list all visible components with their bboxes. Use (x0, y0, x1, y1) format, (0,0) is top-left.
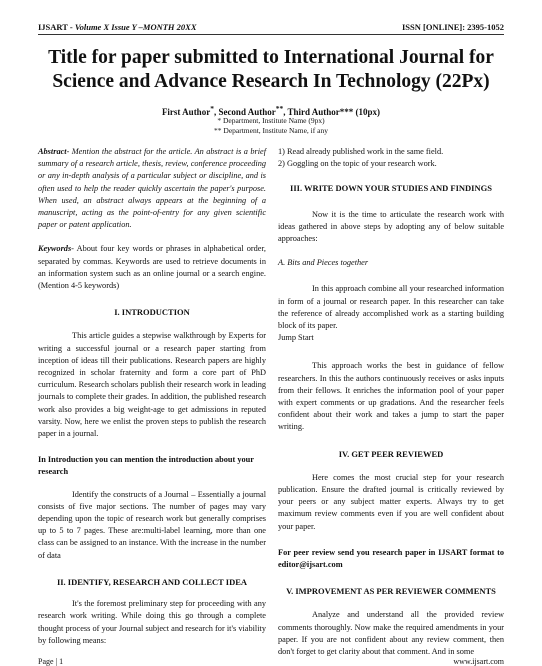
peer-review-paragraph: Here comes the most crucial step for your research publication. Ensure the drafted journal is critically reviewed by your peers or any subject matter experts. Always try to get maximum review comments even if you are well confident about your paper. (278, 472, 504, 531)
jump-start-paragraph: This approach works the best in guidance of fellow researchers. In this the authors continuously receives or asks inputs from their fellows. It enriches the information pool of your paper with expert comments or up gradations. And the researcher feels confident about their work and takes a jump to start the paper writing. (278, 361, 504, 432)
intro-paragraph: This article guides a stepwise walkthrough by Experts for writing a successful journal or a research paper starting from inception of ideas till their publications. Research papers are highly recognized in scholar fraternity and form a core part of PhD curriculum. Research scholars publish their research work in leading journals to complete their grades. In addition, the published research work also provides a big weight-age to get admissions in reputed varsity. Now, here we enlist the proven steps to publish the research paper in a journal. (38, 331, 266, 439)
affiliation-2: ** Department, Institute Name, if any (214, 126, 328, 135)
abstract (38, 146, 266, 231)
page-number: Page | 1 (38, 657, 64, 666)
author-third: , Third Author*** (10px) (283, 107, 381, 117)
keywords-text: About four key words or phrases in alphabetical order, separated by commas. Keywords are used to retrieve documents in an information system such as an online journal or a search engine. (Mention 4-5 keywords) (38, 244, 266, 291)
title-line: Title for paper submitted to International Journal for (48, 47, 494, 68)
intro-subheading: In Introduction you can mention the introduction about your research (38, 455, 254, 477)
author-first: First Author (161, 107, 211, 117)
list-item: 2) Goggling on the topic of your research work. (278, 159, 437, 169)
volume-issue: Volume X Issue Y –MONTH 20XX (74, 22, 197, 32)
author-sup: ** (275, 104, 284, 113)
section-heading-improvement: V. IMPROVEMENT AS PER REVIEWER COMMENTS (286, 586, 496, 597)
section-heading-introduction: I. INTRODUCTION (114, 307, 190, 318)
section-heading-write-down: III. WRITE DOWN YOUR STUDIES AND FINDINGS (290, 183, 492, 194)
peer-review-note: For peer review send you research paper in IJSART format to editor@ijsart.com (278, 547, 504, 570)
write-down-paragraph: Now it is the time to articulate the research work with ideas gathered in above steps by adopting any of below suitable approaches: (278, 209, 504, 244)
constructs-paragraph: Identify the constructs of a Journal – Essentially a journal consists of five major sections. The number of pages may vary depending upon the topic of research work but generally comprises up to 5 to 7 pages. These are:multi-label learning, more than one class can be assigned to an instance. With the increase in the number of data (38, 489, 266, 560)
left-column (38, 146, 266, 647)
journal-abbr: IJSART (38, 22, 68, 32)
paper-title (30, 46, 512, 94)
issn-header: ISSN [ONLINE]: 2395-1052 (401, 22, 504, 32)
abstract-text: Mention the abstract for the article. An abstract is a brief summary of a research article, thesis, review, conference proceeding or any in-depth analysis of a particular subject or discipline, and is often used to help the reader quickly ascertain the paper's purpose. When used, an abstract always appears at the beginning of a manuscript, acting as the point-of-entry for any given scientific paper or patent application. (38, 147, 266, 230)
jump-start-label: Jump Start (278, 333, 314, 343)
journal-header-left: IJSART - Volume X Issue Y –MONTH 20XX (38, 22, 197, 32)
improvement-paragraph: Analyze and understand all the provided review comments thoroughly. Now make the required amendments in your paper. If you are not confident about any review comment, then don't forget to get clarity about that comment. And in some (278, 610, 504, 657)
abstract-label: Abstract- (38, 147, 70, 156)
list-item: 1) Read already published work in the same field. (278, 147, 444, 156)
right-column (278, 146, 504, 658)
header-rule (38, 34, 504, 35)
author-sup: * (210, 104, 214, 113)
identify-paragraph: It's the foremost preliminary step for proceeding with any research work writing. While doing this go through a complete thought process of your Journal subject and research for it's viability by following means: (38, 599, 266, 645)
keywords (38, 243, 266, 292)
affiliation-1: * Department, Institute Name (9px) (217, 116, 325, 125)
subsection-bits-and-pieces: A. Bits and Pieces together (278, 258, 369, 268)
affiliations (38, 116, 504, 136)
keywords-label: Keywords- (38, 244, 74, 254)
title-line: Science and Advance Research In Technology (22Px) (52, 71, 490, 92)
site-url: www.ijsart.com (453, 657, 504, 666)
author-second: , Second Author (213, 107, 276, 117)
section-heading-identify: II. IDENTIFY, RESEARCH AND COLLECT IDEA (56, 576, 248, 587)
bits-paragraph: In this approach combine all your researched information in form of a journal or research paper. In this researcher can take the reference of already accomplished work as a starting building block of its paper. (278, 284, 504, 331)
section-heading-peer-review: IV. GET PEER REVIEWED (338, 448, 444, 459)
